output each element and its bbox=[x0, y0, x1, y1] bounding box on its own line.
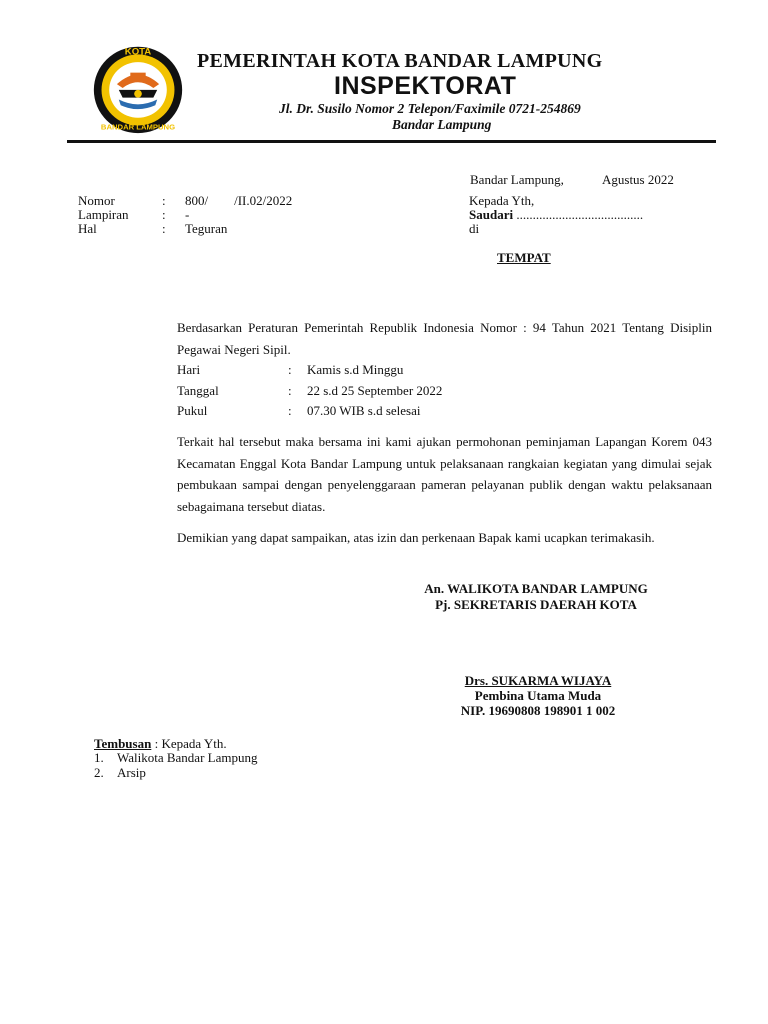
signatory-nip: NIP. 19690808 198901 1 002 bbox=[460, 703, 616, 718]
signatory-rank: Pembina Utama Muda bbox=[474, 688, 602, 703]
recipient-dots: ....................................... bbox=[513, 207, 644, 222]
meta-value: - bbox=[185, 207, 190, 222]
city-emblem-logo bbox=[90, 40, 186, 136]
schedule-colon: : bbox=[288, 403, 292, 418]
schedule-colon: : bbox=[288, 362, 292, 377]
meta-value: 800/ /II.02/2022 bbox=[185, 193, 293, 208]
meta-label: Hal bbox=[78, 221, 97, 236]
cc-label: Tembusan bbox=[94, 736, 152, 751]
schedule-value: 22 s.d 25 September 2022 bbox=[307, 383, 443, 398]
recipient-place: TEMPAT bbox=[497, 250, 551, 265]
meta-colon: : bbox=[162, 207, 166, 222]
recipient-greeting: Kepada Yth, bbox=[469, 193, 535, 208]
cc-item: Walikota Bandar Lampung bbox=[117, 750, 258, 765]
signature-on-behalf: An. WALIKOTA BANDAR LAMPUNG bbox=[424, 581, 648, 596]
logo-bottom-text: BANDAR LAMPUNG bbox=[100, 122, 176, 132]
government-name: PEMERINTAH KOTA BANDAR LAMPUNG bbox=[197, 50, 603, 72]
cc-item-number: 1. bbox=[94, 750, 104, 765]
schedule-value: 07.30 WIB s.d selesai bbox=[307, 403, 421, 418]
signature-position: Pj. SEKRETARIS DAERAH KOTA bbox=[435, 597, 637, 612]
schedule-label: Pukul bbox=[177, 403, 208, 418]
cc-item-number: 2. bbox=[94, 765, 104, 780]
closing-paragraph: Demikian yang dapat sampaikan, atas izin dan perkenaan Bapak kami ucapkan terimakasih. bbox=[177, 530, 655, 545]
recipient-di: di bbox=[469, 221, 480, 236]
meta-colon: : bbox=[162, 221, 166, 236]
schedule-label: Hari bbox=[177, 362, 201, 377]
logo-top-text: KOTA bbox=[124, 46, 152, 58]
request-paragraph: Terkait hal tersebut maka bersama ini kami ajukan permohonan peminjaman Lapangan Korem 043 Kecamatan Enggal Kota Bandar Lampung untuk pelaksanaan rangkaian kegiatan yang dimulai sejak pembukaan sampai dengan penyelenggaraan pameran pelayanan publik dengan waktu pelaksanaan sebagaimana tersebut diatas. bbox=[177, 434, 712, 514]
meta-label: Nomor bbox=[78, 193, 115, 208]
intro-paragraph: Berdasarkan Peraturan Pemerintah Republik Indonesia Nomor : 94 Tahun 2021 Tentang Disiplin Pegawai Negeri Sipil. bbox=[177, 320, 712, 357]
office-city: Bandar Lampung bbox=[392, 117, 492, 132]
cc-item: Arsip bbox=[117, 765, 146, 780]
schedule-value: Kamis s.d Minggu bbox=[307, 362, 404, 377]
meta-label: Lampiran bbox=[78, 207, 129, 222]
date-place: Bandar Lampung, bbox=[470, 172, 564, 187]
letter-date: Agustus 2022 bbox=[602, 172, 674, 187]
cc-suffix: : Kepada Yth. bbox=[151, 736, 227, 751]
recipient-name: Saudari bbox=[469, 207, 514, 222]
schedule-label: Tanggal bbox=[177, 383, 219, 398]
office-address: Jl. Dr. Susilo Nomor 2 Telepon/Faximile 0721-254869 bbox=[279, 101, 581, 116]
header-divider bbox=[67, 140, 716, 143]
recipient-line bbox=[469, 207, 643, 223]
meta-colon: : bbox=[162, 193, 166, 208]
signatory-name: Drs. SUKARMA WIJAYA bbox=[464, 673, 612, 688]
office-name: INSPEKTORAT bbox=[334, 72, 517, 100]
schedule-colon: : bbox=[288, 383, 292, 398]
meta-value: Teguran bbox=[185, 221, 228, 236]
